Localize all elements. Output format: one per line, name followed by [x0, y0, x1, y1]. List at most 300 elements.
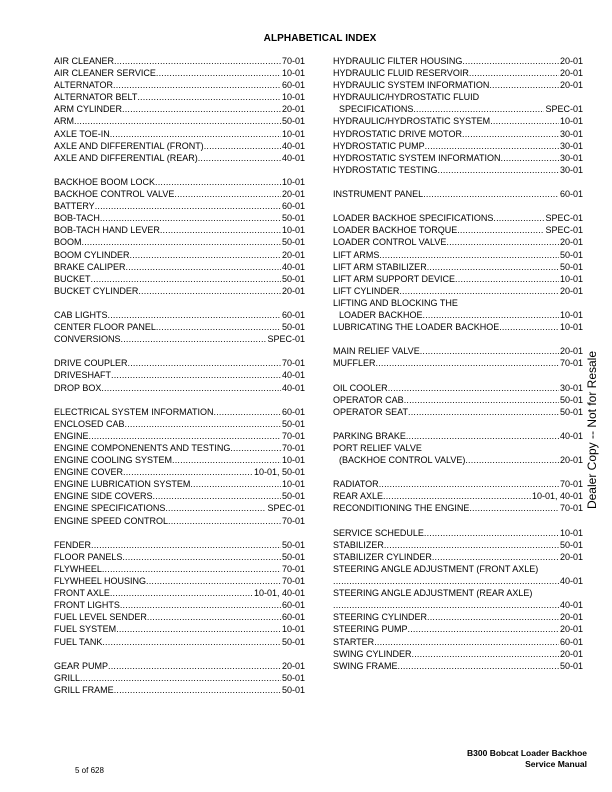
dot-leader	[408, 406, 559, 418]
index-entry	[54, 382, 305, 394]
index-entry-label: LUBRICATING THE LOADER BACKHOE	[333, 322, 500, 333]
index-entry-page: 20-01	[559, 648, 583, 659]
index-entry-page: 70-01	[281, 515, 305, 526]
index-entry-label: DRIVE COUPLER	[54, 358, 128, 369]
index-entry	[54, 623, 305, 635]
index-entry	[54, 442, 305, 454]
index-entry-label: BOOM	[54, 237, 82, 248]
index-entry-page: 40-01	[281, 370, 305, 381]
index-entry-page: 40-01	[281, 152, 305, 163]
dot-leader	[204, 140, 281, 152]
index-entry	[54, 140, 305, 152]
index-entry-page: 50-01	[281, 116, 305, 127]
index-entry	[333, 297, 583, 309]
index-entry	[333, 382, 583, 394]
dot-leader	[214, 406, 281, 418]
dot-leader	[110, 128, 281, 140]
dot-leader	[462, 128, 559, 140]
dot-leader	[424, 527, 559, 539]
index-entry	[333, 79, 583, 91]
index-entry-page: 60-01	[281, 80, 305, 91]
index-entry-label: AIR CLEANER	[54, 56, 115, 66]
index-entry	[54, 67, 305, 79]
dot-leader	[404, 394, 559, 406]
index-entry	[54, 115, 305, 127]
dot-leader	[489, 79, 559, 91]
dot-leader	[123, 466, 253, 478]
index-entry-page: 70-01	[281, 358, 305, 369]
index-group-gap	[333, 515, 583, 527]
index-entry-page: 10-01	[281, 92, 305, 103]
index-entry-page: 10-01	[281, 68, 305, 79]
dot-leader	[82, 236, 281, 248]
dot-leader	[423, 188, 559, 200]
index-entry-label: CONVERSIONS	[54, 334, 121, 345]
index-entry	[333, 587, 583, 599]
index-entry	[54, 285, 305, 297]
index-entry-label: OIL COOLER	[333, 382, 388, 393]
index-group-gap	[333, 466, 583, 478]
index-entry-page: 20-01	[559, 455, 583, 466]
dot-leader	[128, 357, 281, 369]
index-entry-page: 20-01	[559, 237, 583, 248]
index-entry-label: PORT RELIEF VALVE	[333, 443, 422, 453]
index-entry	[54, 539, 305, 551]
index-entry	[54, 551, 305, 563]
index-entry	[54, 636, 305, 648]
index-entry-page: 50-01	[281, 322, 305, 333]
index-entry-page: 20-01	[559, 346, 583, 357]
index-entry-label: SPECIFICATIONS	[339, 104, 414, 115]
index-entry	[333, 478, 583, 490]
index-entry-page: 10-01	[281, 624, 305, 635]
index-entry-label: ENGINE SIDE COVERS	[54, 491, 153, 502]
index-entry-label: LIFT CYLINDER	[333, 285, 400, 296]
index-entry-label: GRILL FRAME	[54, 684, 114, 695]
page-counter: 5 of 628	[75, 766, 104, 775]
index-group-gap	[54, 527, 305, 539]
index-entry	[333, 224, 583, 236]
dot-leader	[156, 321, 281, 333]
index-entry	[54, 152, 305, 164]
index-entry	[333, 285, 583, 297]
index-entry-label: BUCKET	[54, 273, 91, 284]
index-entry	[333, 103, 583, 115]
dot-leader	[113, 79, 281, 91]
index-entry-label: LIFT ARM SUPPORT DEVICE	[333, 273, 456, 284]
index-group-gap	[54, 345, 305, 357]
index-entry	[333, 345, 583, 357]
index-entry-label: HYDROSTATIC SYSTEM INFORMATION	[333, 152, 501, 163]
dot-leader	[125, 418, 281, 430]
index-entry	[54, 103, 305, 115]
index-entry	[333, 164, 583, 176]
dot-leader	[388, 382, 559, 394]
index-entry-label: HYDRAULIC FILTER HOUSING	[333, 56, 463, 66]
index-entry	[54, 261, 305, 273]
index-entry-label: ALTERNATOR	[54, 80, 114, 91]
dot-leader	[111, 369, 281, 381]
dot-leader	[333, 599, 559, 611]
dot-leader	[190, 478, 281, 490]
index-entry-page: 50-01	[281, 672, 305, 683]
index-entry	[333, 502, 583, 514]
manual-footer	[467, 748, 587, 770]
index-group-gap	[333, 200, 583, 212]
index-entry	[54, 357, 305, 369]
index-entry	[333, 309, 583, 321]
dot-leader	[501, 152, 559, 164]
index-entry-page: 50-01	[281, 636, 305, 647]
index-entry-label: CENTER FLOOR PANEL	[54, 322, 156, 333]
index-entry-label: ENGINE SPECIFICATIONS	[54, 503, 166, 514]
index-entry	[333, 394, 583, 406]
dot-leader	[108, 309, 281, 321]
index-entry	[333, 406, 583, 418]
dot-leader	[376, 357, 559, 369]
index-entry-label: BACKHOE CONTROL VALVE	[54, 189, 175, 200]
index-entry-page: 20-01	[559, 80, 583, 91]
index-entry-label: GRILL	[54, 672, 81, 683]
dot-leader	[155, 176, 281, 188]
dot-leader	[120, 599, 281, 611]
index-entry-page: 60-01	[281, 201, 305, 212]
index-entry	[54, 490, 305, 502]
dot-leader	[490, 115, 559, 127]
index-entry	[54, 611, 305, 623]
index-entry-label: ALTERNATOR BELT	[54, 92, 138, 103]
index-entry	[333, 648, 583, 660]
index-entry-page: 20-01	[281, 104, 305, 115]
index-entry-label: FLYWHEEL	[54, 563, 102, 574]
index-entry-label: HYDROSTATIC DRIVE MOTOR	[333, 128, 463, 139]
dot-leader	[114, 55, 281, 67]
index-entry-label: RADIATOR	[333, 479, 379, 490]
index-entry-label: LOADER CONTROL VALVE	[333, 237, 447, 248]
dot-leader	[165, 502, 266, 514]
index-entry-page: 10-01, 40-01	[253, 588, 305, 599]
index-entry	[54, 333, 305, 345]
index-entry-page: 60-01	[281, 406, 305, 417]
index-entry-label: LIFT ARMS	[333, 249, 380, 260]
index-entry-label: INSTRUMENT PANEL	[333, 189, 424, 200]
dot-leader	[102, 563, 281, 575]
dot-leader	[432, 551, 559, 563]
index-entry-page: 60-01	[559, 636, 583, 647]
dot-leader	[110, 587, 253, 599]
index-entry	[333, 490, 583, 502]
manual-title: B300 Bobcat Loader Backhoe	[467, 748, 587, 758]
index-entry-label: ELECTRICAL SYSTEM INFORMATION	[54, 406, 214, 417]
dot-leader	[168, 515, 281, 527]
index-entry	[54, 188, 305, 200]
index-entry-label: LIFT ARM STABILIZER	[333, 261, 427, 272]
index-entry	[54, 369, 305, 381]
index-entry-page: 10-01	[559, 116, 583, 127]
index-entry-page: 20-01	[559, 624, 583, 635]
dot-leader	[108, 660, 281, 672]
index-entry-label: STABILIZER	[333, 539, 384, 550]
index-entry	[54, 466, 305, 478]
index-entry	[333, 454, 583, 466]
index-entry-page: 20-01	[281, 660, 305, 671]
index-entry	[333, 249, 583, 261]
index-entry	[333, 539, 583, 551]
index-entry-page: 70-01	[281, 563, 305, 574]
index-entry-label: STEERING CYLINDER	[333, 612, 428, 623]
index-entry	[54, 684, 305, 696]
index-entry-page: 50-01	[281, 418, 305, 429]
index-entry-page: 30-01	[559, 152, 583, 163]
dot-leader	[126, 261, 281, 273]
index-entry	[54, 249, 305, 261]
dot-leader	[412, 648, 559, 660]
index-entry-page: 60-01	[281, 600, 305, 611]
dot-leader	[398, 660, 559, 672]
index-entry	[333, 188, 583, 200]
index-entry	[54, 575, 305, 587]
index-entry-label: BACKHOE BOOM LOCK	[54, 176, 156, 187]
index-entry-page: 50-01	[281, 237, 305, 248]
index-entry-label: PARKING BRAKE	[333, 430, 406, 441]
index-entry-label: AXLE AND DIFFERENTIAL (FRONT)	[54, 140, 204, 151]
index-entry	[54, 406, 305, 418]
index-entry	[333, 140, 583, 152]
index-entry-label: BRAKE CALIPER	[54, 261, 126, 272]
index-entry-label: ENGINE COVER	[54, 467, 124, 478]
index-entry-label: HYDRAULIC FLUID RESERVOIR	[333, 68, 469, 79]
index-entry-label: FRONT LIGHTS	[54, 600, 120, 611]
index-entry	[54, 660, 305, 672]
index-entry-label: STEERING ANGLE ADJUSTMENT (FRONT AXLE)	[333, 563, 539, 574]
index-entry-page: 10-01	[559, 273, 583, 284]
index-entry-label: ENGINE	[54, 430, 89, 441]
index-entry-label: HYDRAULIC SYSTEM INFORMATION	[333, 80, 490, 91]
dot-leader	[406, 430, 559, 442]
index-entry-page: 40-01	[281, 261, 305, 272]
dot-leader	[147, 611, 281, 623]
index-entry-label: DRIVESHAFT	[54, 370, 112, 381]
index-entry-page: 70-01	[281, 443, 305, 453]
dot-leader	[413, 103, 544, 115]
index-entry-page: 20-01	[559, 56, 583, 66]
index-entry-page: 30-01	[559, 164, 583, 175]
index-entry-label: LOADER BACKHOE	[339, 309, 423, 320]
dot-leader	[102, 636, 281, 648]
index-entry	[333, 115, 583, 127]
dot-leader	[383, 490, 531, 502]
dealer-copy-watermark: Dealer Copy -- Not for Resale	[585, 350, 599, 510]
index-entry-label: STEERING ANGLE ADJUSTMENT (REAR AXLE)	[333, 588, 533, 599]
index-entry-page: 20-01	[559, 612, 583, 623]
index-entry	[54, 478, 305, 490]
index-entry	[54, 55, 305, 67]
index-entry-label: CAB LIGHTS	[54, 309, 108, 320]
index-entry-label: REAR AXLE	[333, 491, 384, 502]
index-entry-label: MUFFLER	[333, 358, 376, 369]
index-entry	[54, 176, 305, 188]
index-entry-label: FRONT AXLE	[54, 588, 110, 599]
dot-leader	[462, 55, 559, 67]
index-entry-label: LIFTING AND BLOCKING THE	[333, 297, 458, 308]
index-entry	[333, 599, 583, 611]
index-group-gap	[333, 333, 583, 345]
index-group-gap	[333, 418, 583, 430]
index-entry-page: 30-01	[559, 382, 583, 393]
index-entry	[54, 200, 305, 212]
index-entry-page: 20-01	[281, 189, 305, 200]
index-entry-page: 10-01	[559, 309, 583, 320]
index-entry-label: STARTER	[333, 636, 375, 647]
index-entry-page: 50-01	[281, 273, 305, 284]
index-entry-page: 70-01	[559, 479, 583, 490]
dot-leader	[130, 249, 281, 261]
index-entry-label: BOOM CYLINDER	[54, 249, 130, 260]
dot-leader	[91, 273, 281, 285]
index-entry-label: BOB-TACH HAND LEVER	[54, 225, 160, 236]
index-entry-label: LOADER BACKHOE TORQUE	[333, 225, 458, 236]
dot-leader	[116, 623, 281, 635]
index-entry	[54, 430, 305, 442]
index-entry-page: 20-01	[559, 68, 583, 79]
index-entry-label: FLOOR PANELS	[54, 551, 123, 562]
index-entry	[333, 563, 583, 575]
index-entry-page: 50-01	[559, 249, 583, 260]
index-entry-page: 10-01	[559, 322, 583, 333]
index-entry-page: 10-01	[559, 527, 583, 538]
index-entry-page: 60-01	[281, 309, 305, 320]
index-entry-page: SPEC-01	[545, 104, 583, 115]
index-entry-page: 30-01	[559, 140, 583, 151]
index-entry	[333, 152, 583, 164]
index-entry	[333, 636, 583, 648]
index-title: ALPHABETICAL INDEX	[263, 33, 377, 44]
dot-leader	[156, 67, 281, 79]
index-group-gap	[54, 164, 305, 176]
index-entry	[54, 599, 305, 611]
index-entry-label: AXLE AND DIFFERENTIAL (REAR)	[54, 152, 198, 163]
index-entry-label: ENCLOSED CAB	[54, 418, 125, 429]
index-entry	[333, 551, 583, 563]
index-entry	[333, 212, 583, 224]
index-group-gap	[333, 176, 583, 188]
index-entry-label: ENGINE COOLING SYSTEM	[54, 455, 173, 466]
index-entry	[333, 55, 583, 67]
dot-leader	[499, 321, 559, 333]
index-entry-label: HYDROSTATIC TESTING	[333, 164, 438, 175]
index-entry-page: 50-01	[281, 491, 305, 502]
dot-leader	[384, 539, 559, 551]
index-entry-label: OPERATOR SEAT	[333, 406, 409, 417]
index-entry-page: 60-01	[281, 612, 305, 623]
dot-leader	[114, 684, 281, 696]
index-entry-page: 50-01	[559, 660, 583, 671]
index-entry-page: 10-01	[281, 128, 305, 139]
index-entry-label: LOADER BACKHOE SPECIFICATIONS	[333, 213, 494, 224]
index-entry-label: ENGINE SPEED CONTROL	[54, 515, 169, 526]
index-entry-label: BATTERY	[54, 201, 95, 212]
index-entry-page: 50-01	[559, 406, 583, 417]
index-entry-page: 10-01, 40-01	[531, 491, 583, 502]
dot-leader	[174, 188, 281, 200]
dot-leader	[137, 91, 281, 103]
index-entry-label: DROP BOX	[54, 382, 102, 393]
index-entry	[54, 563, 305, 575]
dot-leader	[455, 273, 559, 285]
index-entry-page: 20-01	[281, 249, 305, 260]
index-entry	[54, 515, 305, 527]
index-entry-label: AXLE TOE-IN	[54, 128, 110, 139]
index-entry-page: 50-01	[281, 213, 305, 224]
index-entry-label: HYDRAULIC/HYDROSTATIC FLUID	[333, 92, 480, 103]
dot-leader	[91, 539, 281, 551]
index-entry	[54, 418, 305, 430]
index-entry-page: 10-01	[281, 176, 305, 187]
index-entry-page: 10-01	[281, 455, 305, 466]
index-entry	[333, 261, 583, 273]
index-entry	[333, 575, 583, 587]
dot-leader	[438, 164, 559, 176]
index-entry-label: ARM	[54, 116, 74, 127]
index-entry	[333, 623, 583, 635]
index-entry-label: ENGINE COMPONENENTS AND TESTING	[54, 443, 231, 453]
manual-subtitle: Service Manual	[525, 759, 587, 769]
index-entry-label: OPERATOR CAB	[333, 394, 404, 405]
dot-leader	[469, 502, 559, 514]
index-entry-page: 40-01	[559, 430, 583, 441]
index-entry-page: 40-01	[559, 600, 583, 611]
index-entry-page: SPEC-01	[545, 213, 583, 224]
dot-leader	[122, 551, 281, 563]
dot-leader	[427, 611, 559, 623]
index-entry-page: 10-01	[281, 479, 305, 490]
index-entry-label: BOB-TACH	[54, 213, 100, 224]
index-entry-page: 50-01	[281, 539, 305, 550]
index-group-gap	[54, 648, 305, 660]
index-entry-label: FUEL SYSTEM	[54, 624, 117, 635]
index-entry	[333, 273, 583, 285]
index-entry	[54, 273, 305, 285]
index-entry-page: 50-01	[559, 261, 583, 272]
dot-leader	[89, 430, 281, 442]
index-entry	[54, 672, 305, 684]
index-entry-label: SWING FRAME	[333, 660, 398, 671]
index-entry-label: AIR CLEANER SERVICE	[54, 68, 156, 79]
index-group-gap	[54, 297, 305, 309]
dot-leader	[121, 333, 267, 345]
dot-leader	[408, 623, 559, 635]
dot-leader	[100, 212, 281, 224]
index-entry	[54, 321, 305, 333]
index-entry-page: 20-01	[559, 285, 583, 296]
index-entry-page: SPEC-01	[267, 334, 305, 345]
index-entry-page: 30-01	[559, 128, 583, 139]
dot-leader	[493, 212, 544, 224]
index-entry	[54, 309, 305, 321]
dot-leader	[379, 478, 559, 490]
dot-leader	[399, 285, 559, 297]
dot-leader	[80, 672, 281, 684]
index-entry-page: 70-01	[281, 56, 305, 66]
dot-leader	[138, 285, 281, 297]
index-entry-page: 50-01	[559, 539, 583, 550]
index-entry-label: ENGINE LUBRICATION SYSTEM	[54, 479, 191, 490]
dot-leader	[420, 345, 559, 357]
index-entry	[333, 442, 583, 454]
dot-leader	[333, 575, 559, 587]
index-entry	[333, 660, 583, 672]
index-entry-label: FUEL TANK	[54, 636, 103, 647]
